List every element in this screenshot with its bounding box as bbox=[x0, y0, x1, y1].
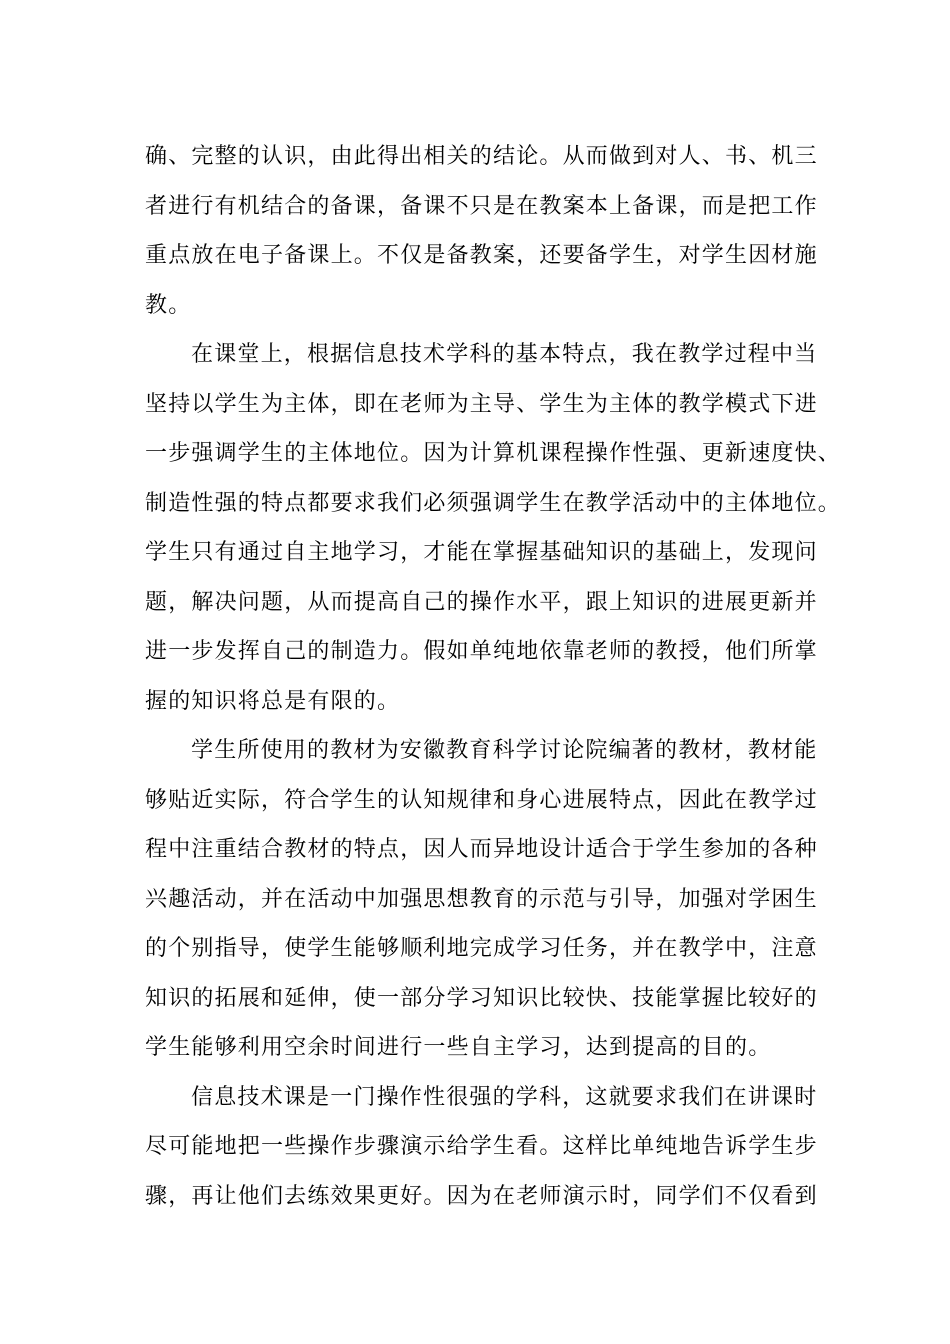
text-line: 者进行有机结合的备课，备课不只是在教案本上备课，而是把工作 bbox=[145, 193, 818, 219]
text-line: 骤，再让他们去练效果更好。因为在老师演示时，同学们不仅看到 bbox=[145, 1183, 818, 1209]
text-line: 的个别指导，使学生能够顺利地完成学习任务，并在教学中，注意 bbox=[145, 936, 818, 961]
text-line: 教。 bbox=[145, 292, 192, 318]
paragraph-first-line: 学生所使用的教材为安徽教育科学讨论院编著的教材，教材能 bbox=[191, 738, 818, 763]
paragraph-first-line: 在课堂上，根据信息技术学科的基本特点，我在教学过程中当 bbox=[191, 342, 818, 367]
text-line: 握的知识将总是有限的。 bbox=[145, 688, 401, 714]
text-line: 兴趣活动，并在活动中加强思想教育的示范与引导，加强对学困生 bbox=[145, 886, 818, 912]
paragraph-first-line: 信息技术课是一门操作性很强的学科，这就要求我们在讲课时 bbox=[191, 1084, 818, 1110]
text-line: 确、完整的认识，由此得出相关的结论。从而做到对人、书、机三 bbox=[145, 144, 818, 169]
text-line: 尽可能地把一些操作步骤演示给学生看。这样比单纯地告诉学生步 bbox=[145, 1134, 818, 1159]
text-line: 知识的拓展和延伸，使一部分学习知识比较快、技能掌握比较好的 bbox=[145, 985, 818, 1011]
text-line: 坚持以学生为主体，即在老师为主导、学生为主体的教学模式下进 bbox=[145, 391, 818, 417]
text-line: 学生只有通过自主地学习，才能在掌握基础知识的基础上，发现问 bbox=[145, 540, 818, 565]
body-text bbox=[145, 132, 842, 1221]
text-line: 进一步发挥自己的制造力。假如单纯地依靠老师的教授，他们所掌 bbox=[145, 639, 818, 664]
text-line: 制造性强的特点都要求我们必须强调学生在教学活动中的主体地位。 bbox=[145, 490, 842, 516]
text-line: 重点放在电子备课上。不仅是备教案，还要备学生，对学生因材施 bbox=[145, 243, 818, 268]
text-line: 学生能够利用空余时间进行一些自主学习，达到提高的目的。 bbox=[145, 1035, 772, 1060]
text-line: 程中注重结合教材的特点，因人而异地设计适合于学生参加的各种 bbox=[145, 837, 818, 862]
text-line: 题，解决问题，从而提高自己的操作水平，跟上知识的进展更新并 bbox=[145, 589, 818, 615]
text-line: 一步强调学生的主体地位。因为计算机课程操作性强、更新速度快、 bbox=[145, 441, 842, 466]
text-line: 够贴近实际，符合学生的认知规律和身心进展特点，因此在教学过 bbox=[145, 787, 818, 813]
